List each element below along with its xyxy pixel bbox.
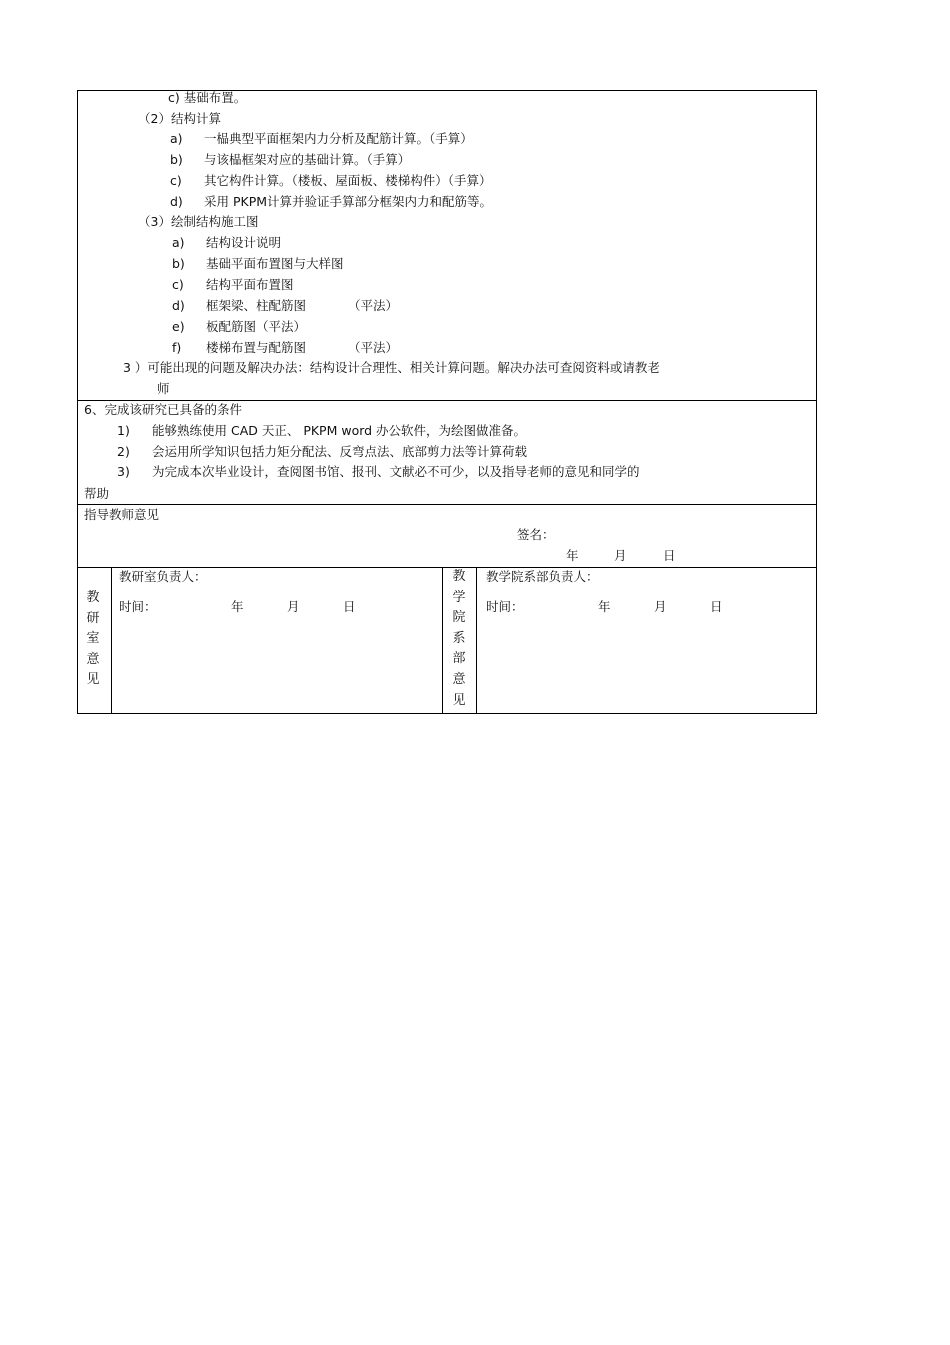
dept-date-year: 年 (231, 599, 244, 614)
school-date-day: 日 (710, 599, 723, 614)
draw-item-note: （平法） (348, 298, 399, 313)
calc-item-text: 采用 PKPM计算并验证手算部分框架内力和配筋等。 (204, 194, 493, 209)
advisor-date-month: 月 (614, 548, 627, 563)
calc-item-marker: a) (170, 131, 183, 146)
draw-item-marker: a) (172, 235, 185, 250)
divider-section6 (77, 400, 817, 401)
condition-text: 能够熟练使用 CAD 天正、 PKPM word 办公软件，为绘图做准备。 (152, 423, 527, 438)
dept-label-char: 见 (86, 672, 100, 688)
problems-text-continued: 师 (157, 381, 170, 396)
school-date-month: 月 (654, 599, 667, 614)
school-date-year: 年 (598, 599, 611, 614)
calc-item-marker: d) (170, 194, 183, 209)
school-label-char: 系 (452, 630, 466, 646)
dept-label-char: 室 (86, 631, 100, 647)
divider-dept-label (111, 567, 112, 714)
advisor-date-year: 年 (566, 548, 579, 563)
draw-item-text: 结构设计说明 (206, 235, 282, 250)
calc-item-text: 一榀典型平面框架内力分析及配筋计算。（手算） (204, 131, 473, 146)
dept-label-char: 意 (86, 651, 100, 667)
school-vertical-label (444, 567, 474, 711)
advisor-signature-label: 签名： (517, 527, 555, 542)
advisor-date-day: 日 (663, 548, 676, 563)
school-label-char: 学 (452, 589, 466, 605)
condition-marker: 1) (117, 423, 130, 438)
divider-advisor (77, 504, 817, 505)
dept-date-day: 日 (343, 599, 356, 614)
dept-time-label: 时间： (119, 599, 157, 614)
school-time-label: 时间： (486, 599, 524, 614)
drawing-heading: （3）绘制结构施工图 (138, 214, 259, 229)
school-label-char: 院 (452, 610, 466, 626)
dept-label-char: 教 (86, 590, 100, 605)
dept-vertical-label (78, 588, 108, 691)
calc-item-text: 与该榀框架对应的基础计算。（手算） (204, 152, 411, 167)
condition-text: 为完成本次毕业设计，查阅图书馆、报刊、文献必不可少，以及指导老师的意见和同学的 (152, 464, 640, 479)
draw-item-marker: e) (172, 319, 185, 334)
draw-item-note: （平法） (348, 340, 399, 355)
structural-calc-heading: （2）结构计算 (138, 111, 221, 126)
draw-item-marker: c) (172, 277, 184, 292)
draw-item-marker: b) (172, 256, 185, 271)
condition-text: 会运用所学知识包括力矩分配法、反弯点法、底部剪力法等计算荷载 (152, 444, 528, 459)
dept-date-month: 月 (287, 599, 300, 614)
condition-marker: 3) (117, 464, 130, 479)
calc-item-marker: c) (170, 173, 182, 188)
draw-item-marker: d) (172, 298, 185, 313)
calc-item-text: 其它构件计算。（楼板、屋面板、楼梯构件）（手算） (204, 173, 492, 188)
dept-label-char: 研 (86, 610, 100, 626)
school-label-char: 部 (452, 651, 466, 667)
draw-item-text: 结构平面布置图 (206, 277, 294, 292)
school-label-char: 见 (452, 692, 466, 708)
calc-item-marker: b) (170, 152, 183, 167)
divider-school-label (476, 567, 477, 714)
divider-school-left (442, 567, 443, 714)
condition-marker: 2) (117, 444, 130, 459)
school-head-label: 教学院系部负责人： (486, 569, 599, 584)
dept-head-label: 教研室负责人： (119, 569, 207, 584)
draw-item-text: 板配筋图（平法） (206, 319, 307, 334)
draw-item-text: 基础平面布置图与大样图 (206, 256, 344, 271)
conditions-tail: 帮助 (84, 486, 110, 501)
school-label-char: 意 (452, 671, 466, 687)
advisor-opinion-heading: 指导教师意见 (84, 507, 160, 522)
draw-item-text: 框架梁、柱配筋图 (206, 298, 307, 313)
school-label-char: 教 (452, 569, 466, 584)
foundation-layout-item: c) 基础布置。 (168, 90, 247, 105)
draw-item-marker: f) (172, 340, 182, 355)
draw-item-text: 楼梯布置与配筋图 (206, 340, 307, 355)
conditions-heading: 6、完成该研究已具备的条件 (84, 402, 242, 417)
problems-text: 3 ）可能出现的问题及解决办法：结构设计合理性、相关计算问题。解决办法可查阅资料或请教老 (123, 360, 660, 375)
